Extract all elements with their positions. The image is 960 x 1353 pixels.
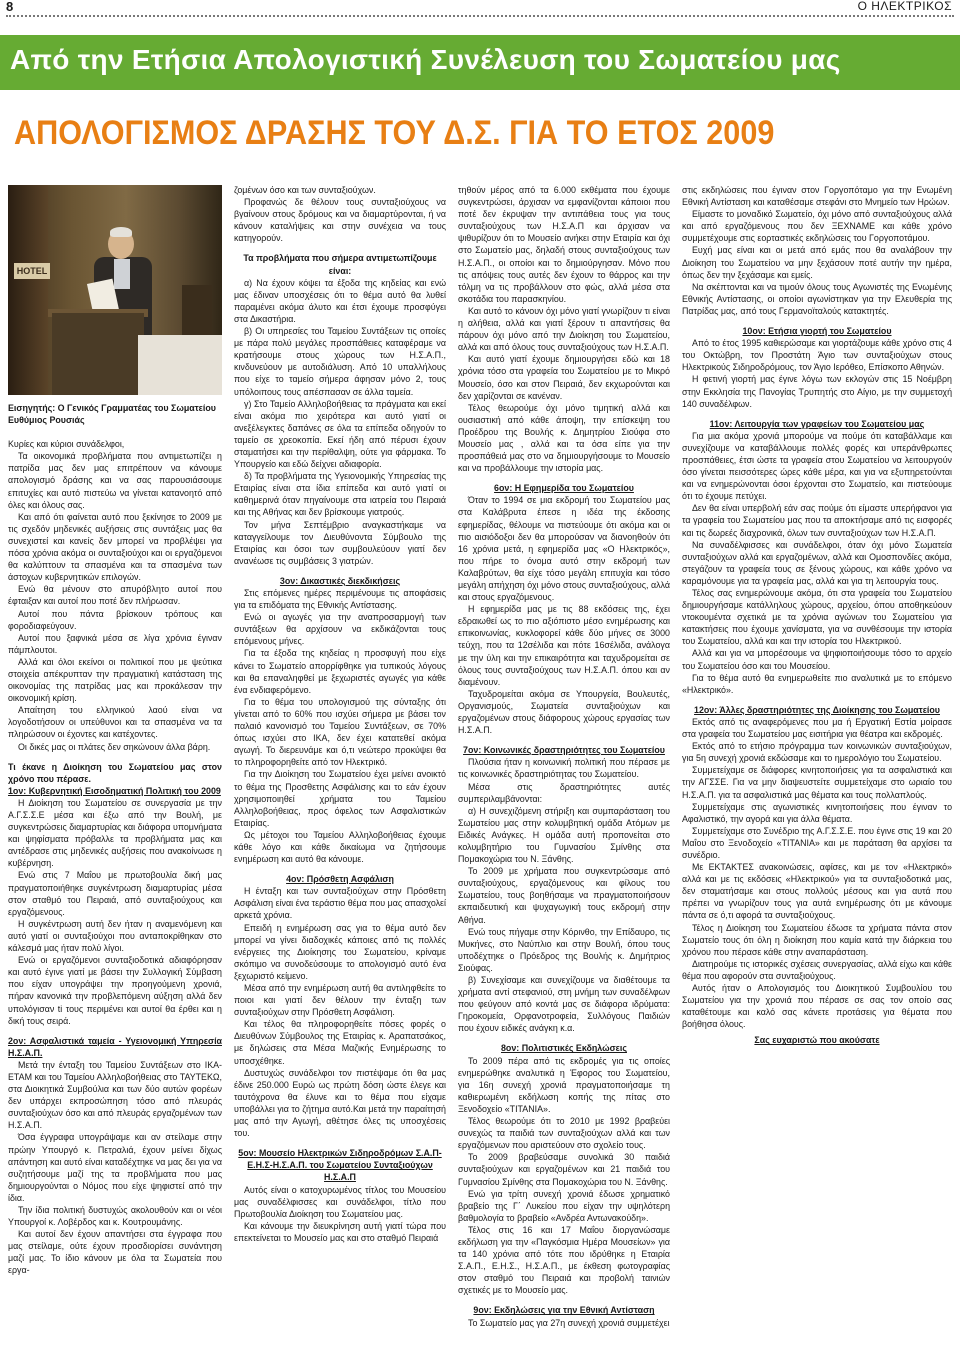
paragraph: Ενώ οι αγωγές για την αναπροσαρμογή των συντάξεων θα αρχίσουν να εκδικάζονται τους επόμενους μήνες. (234, 612, 446, 647)
paragraph: Ταχυδρομείται ακόμα σε Υπουργεία, Βουλευτές, Οργανισμούς, Σωματεία συνταξιούχων και εργαζομένων στους διάφορους χώρους εργασίας των Η.Σ.Α.Π. (458, 688, 670, 736)
paragraph: Αλλά και όλοι εκείνοι οι πολιτικοί που με ψεύτικα στοιχεία απέκρυπταν την πραγματική κατάσταση της οικονομίας της πατρίδας μας και προκάλεσαν την οικονομική κρίση. (8, 656, 222, 704)
photo-speaker-hair (110, 227, 132, 237)
paragraph: β) Συνεχίσαμε και συνεχίζουμε να διαθέτουμε τα χρήματα αντί στεφανιού, στη μνήμη των συναδέλφων που φεύγουν από κοντά μας σε διάφορα ιδρύματα: Γηροκομεία, Ορφανοτροφεία, Συλλόγους Παιδιών που έχουν ειδικές ανάγκη κ.α. (458, 975, 670, 1034)
paragraph: Ευχή μας είναι και οι μετά από εμάς που θα αναλάβουν την Διοίκηση του Σωματείου να μην ξεχάσουν ποτέ αυτήν την ημέρα, όπως δεν την ξεχάσαμε και εμείς. (682, 245, 952, 280)
column-1 (8, 402, 222, 1277)
paragraph: Συμμετείχαμε σε διάφορες κινητοποιήσεις για τα ασφαλιστικά και την ΑΓΣΣΕ. Για να μην διαψευστείτε συμμετείχαμε στο ωριαίο του Η.Σ.Α.Π. για τα ασφαλιστικά μας θέματα και τους πολλαπλούς. (682, 765, 952, 800)
paragraph: Για την Διοίκηση του Σωματείου έχει μείνει ανοικτό το θέμα της Προσθετης Ασφάλισης και το εάν έχουν χρησιμοποιηθεί χρήματα του Ταμείου Αλληλοβοήθειας, προς όφελος των Ασφαλιστικών Εταιρίας. (234, 769, 446, 828)
photo-speaker-shirt (114, 259, 130, 289)
paragraph: Τέλος η Διοίκηση του Σωματείου έδωσε τα χρήματα πάντα στον Σωματείο τους ότι όλη η διοίκηση που καμία κατά την διάρκεια του χρόνου που πέρασε κάθε στην αναπαράσταση. (682, 922, 952, 957)
paragraph: ζομένων όσο και των συνταξιούχων. (234, 185, 376, 195)
paragraph: Όταν το 1994 σε μια εκδρομή του Σωματείου μας στα Καλάβρυτα έπεσε η ιδέα της έκδοσης εφημερίδας, θέλουμε να πιστεύουμε ότι ακόμα και οι πιο αισιόδοξοι δεν θα μπορούσαν να διανοηθούν ότι 16 χρόνια μετά, η εφημερίδα μας «Ο Ηλεκτρικός», που πήρε το όνομα αυτό στην εκδρομή των Καλαβρύτων, θα είχε τόσο μεγάλη επιτυχία και τόσο μεγάλη απήχηση όχι μόνο στους συνταξιούχους, αλλά και στους εργαζόμενους. (458, 495, 670, 603)
paragraph: Η συγκέντρωση αυτή δεν ήταν η αναμενόμενη και αυτό γιατί οι συνταξιούχοι που ανταποκρίθηκαν στο κάλεσμά μας ήταν πολύ λίγοι. (8, 918, 222, 954)
section-heading: 3ον: Δικαστικές διεκδικήσεις (279, 575, 401, 586)
column-2 (234, 184, 446, 1244)
paragraph: Το 2009 με χρήματα που συγκεντρώσαμε από συνταξιούχους, εργαζόμενους και φίλους του Σωματείου, τους βοηθήσαμε να πραγματοποιήσουν εκπαιδευτική και ψυχαγωγική τους εκδρομή στην Αθήνα. (458, 866, 670, 925)
paragraph: Ενώ οι εργαζόμενοι συνταξιοδοτικά αδιαφόρησαν και αυτό έγινε γιατί με βάσει την Συλλογική Σύμβαση που είχαν υπογράψει την προηγούμενη χρονιά, πήραν κανονικά την προβλεπόμενη αύξηση αλλά δεν υπολόγισαν ti τους περιμένει και αυτοί θα έρθει και η δική τους σειρά. (8, 955, 222, 1026)
page-title: Από την Ετήσια Απολογιστική Συνέλευση του Σωματείου μας (10, 44, 841, 75)
paragraph: Η εφημερίδα μας με τις 88 εκδόσεις της, έχει εδραιωθεί ως το πιο αξιόπιστο μέσο ενημέρωσης και επικοινωνίας, κυκλοφορεί κάθε δύο μήνες σε 3000 τεύχη, που τα 12σέλιδα και πότε 16σέλιδα, ανάλογα με την ύλη και την επικαιρότητα και ταχυδρομείται σε όλους τους συνταξιούχους των Η.Σ.Α.Π. όπου και αν διαμένουν. (458, 604, 670, 687)
paragraph: στις εκδηλώσεις που έγιναν στον Γοργοπόταμο για την Ενωμένη Εθνική Αντίσταση και καταθέσαμε στεφάνι στο Μνημείο των Ηρώων. (682, 185, 952, 208)
paragraph: Μετά την ένταξη του Ταμείου Συντάξεων στο ΙΚΑ-ΕΤΑΜ και του Ταμείου Αλληλοβοήθειας στο ΤΑΥΤΕΚΩ, στα Διοικητικά Συμβούλια και των δύο αυτών φορέων δεν υπάρχει εκπροσώπηση τόσο από πλευράς συνταξιούχων όσο και από πλευράς εργαζομένων των Η.Σ.Α.Π. (8, 1059, 222, 1131)
paragraph: Το 2009 πέρα από τις εκδρομές για τις οποίες ενημερώθηκε αναλυτικά η Έφορος του Σωματείου, για 16η συνεχή χρονιά πραγματοποιήσαμε τη καθιερωμένη εκδήλωση κοπής της πίτας στο Ξενοδοχείο «TITANIA». (458, 1055, 670, 1114)
paragraph: Για το θέμα αυτό θα ενημερωθείτε πιο αναλυτικά με το επόμενο «Ηλεκτρικό». (682, 672, 952, 695)
paragraph: Δυστυχώς συνάδελφοι τον πιστέψαμε ότι θα μας έδινε 250.000 Ευρώ ως πρώτη δόση ώστε έλεγε και ταυτόχρονα θα έλυνε και το θέμα που είχαμε υποβάλλει για το ζήτημα αυτό.Και μετά την παραίτησή μας από την Αγωγή, αθέτησε όλες τις υποσχέσεις του. (234, 1067, 446, 1139)
photo-table (138, 335, 222, 395)
paragraph: Συμμετείχαμε στις αγωνιστικές κινητοποιήσεις που έγιναν το Αφαλιστικό, την αγορά και για άλλα θέματα. (682, 801, 952, 824)
paragraph: Εκτός από τις αναφερόμενες που μα ή Εργατική Εστία μοίρασε στα γραφεία του Σωματείου μας εισιτήρια για θέατρα και εκδρομές. (682, 716, 952, 740)
paragraph: Τέλος θεωρούμε ότι το 2010 με 1992 βραβεύει συνεχώς τα παιδιά των συνταξιούχων αλλά και των εργαζόμενων που αριστεύουν στο σχολείο τους. (458, 1116, 670, 1151)
section-heading: Τα προβλήματα που σήμερα αντιμετωπίζουμε είναι: (243, 253, 437, 276)
paragraph: Απαίτηση του ελληνικού λαού είναι να λογοδοτήσουν οι υπεύθυνοι και τα σπασμένα να τα πληρώσουν οι έχοντες και κατέχοντες. (8, 705, 222, 740)
paragraph: Να συναδέλφισσες και συνάδελφοι, όταν όχι μόνο Σωματεία συνταξιούχων αλλά και εργαζομένων, αλλά και Ομοσπονδίες ακόμα, στεγάζουν τα γραφεία τους σε ξένους χώρους, και κάθε χρόνο να καραμόνουμε για τα γραφεία μας, αλλά και για τη λειτουργία τους. (682, 539, 952, 586)
paragraph: Για το θέμα του υπολογισμού της σύνταξης ότι γίνεται από το 60% που ισχύει σήμερα με βάσει τον παλαιό κανονισμό του Ταμείου Συντάξεων, σε 70% όπως ισχύει στο ΙΚΑ, δεν έχει κατατεθεί ακόμα αγωγή. Το διερευνάμε και ό,τι νεώτερο προκύψει θα το πληροφορηθείτε από τον Ηλεκτρικό. (234, 696, 446, 768)
paragraph: Η Διοίκηση του Σωματείου σε συνεργασία με την Α.Γ.Σ.Σ.Ε μέσα και έξω από την Βουλή, με συγκεντρώσεις διαμαρτυρίας και διάφορα υπομνήματα και ψηφίσματα πρόβαλλε τα προβλήματα μας και αντέδρασε στις μηδενικές αυξήσεις που ανακοίνωσε η κυβέρνηση. (8, 797, 223, 869)
paragraph: Ενώ για τρίτη συνεχή χρονιά έδωσε χρηματικό βραβείο της Γ΄ Λυκείου που είχαν την υψηλότερη βαθμολογία το βραβείο «Ανδρέα Αντωνακούδη». (458, 1188, 670, 1223)
speaker-photo (8, 185, 222, 395)
paragraph: Ως μέτοχοι του Ταμείου Αλληλοβοήθειας έχουμε κάθε λόγο και κάθε δικαίωμα να ζητήσουμε ενημέρωση και αυτό θα κάνουμε. (234, 829, 446, 865)
paragraph: Αλλά και για να μπορέσουμε να ψηφιοποιήσουμε τόσο το αρχείο του Σωματείου όσο και του Μουσείου. (682, 648, 952, 671)
paragraph: Την ίδια πολιτική δυστυχώς ακολουθούν και οι νέοι Υπουργοί κ. Λοβέρδος και κ. Κουτρουμάνης. (8, 1205, 222, 1228)
paragraph: Τέλος θεωρούμε όχι μόνο τιμητική αλλά και ουσιαστική από κάθε άποψη, την επίσκεψη του Προέδρου της Βουλής κ. Δημητρίου Σιούφα στο Μουσείο μας , αλλά και τα όσα είπε για την προσπάθειά μας στο να δημιουργήσουμε το Μουσείο και να προβάλλουμε την ιστορία μας. (458, 402, 670, 474)
paragraph: Δεν θα είναι υπερβολή εάν σας πούμε ότι είμαστε υπερήφανοι για τα γραφεία του Σωματείου μας που τα αποκτήσαμε από τις εισφορές και τις δωρεές διαχρονικά, όλων των συνταξιούχων των Η.Σ.Α.Π. (682, 503, 952, 538)
paragraph: Τέλος στις 16 και 17 Μαΐου διοργανώσαμε εκδήλωση για την «Παγκόσμια Ημέρα Μουσείων» για τα 140 χρόνια από τότε που ιδρύθηκε η Εταιρία Σ.Α.Π., Ε.Η.Σ., Η.Σ.Α.Π., με έκθεση φωτογραφίας στον σταθμό του Πειραιά και προβολή ταινιών σχετικές με το Μουσείο μας. (458, 1224, 670, 1296)
paragraph: Ενώ στις 7 Μαΐου με πρωτοβουλία δική μας πραγματοποιήθηκε συγκέντρωση διαμαρτυρίας μέσα στον σταθμό του Πειραιά, από συνταξιούχους και εργαζόμενους. (8, 870, 222, 917)
paragraph: Τα οικονομικά προβλήματα που αντιμετωπίζει η πατρίδα μας δεν μας επιτρέπουν να κάνουμε απολογισμό δράσης και να σας παρουσιάσουμε επιτυχίες και αυτό πιστεύω να γίνεται κατανοητό από όλες και όλους σας. (8, 451, 222, 510)
paragraph: Αυτός είναι ο κατοχυρωμένος τίτλος του Μουσείου μας συναδέλφισσες και συνάδελφοι, τίτλο που Πρωτοβουλία Διοίκηση του Σωματείου μας. (234, 1184, 446, 1219)
paragraph: Οι δικές μας οι πλάτες δεν σηκώνουν άλλα βάρη. (18, 741, 211, 752)
paragraph: Ενώ θα μένουν στο απυρόβλητο αυτοί που έφταιξαν και αυτοί που ποτέ δεν πλήρωσαν. (8, 584, 222, 607)
paragraph: Και αυτό το κάνουν όχι μόνο γιατί γνωρίζουν τι είναι η αλήθεια, αλλά και γιατί ξέρουν τι απαντήσεις θα πάρουν όχι μόνο από την Διοίκηση του Σωματείου, αλλά και από όλους τους συνταξιούχους των Η.Σ.Α.Π. (458, 305, 670, 353)
section-heading: 5ον: Μουσείο Ηλεκτρικών Σιδηροδρόμων Σ.Α.Π-Ε.Η.Σ-Η.Σ.Α.Π. του Σωματείου Συνταξιούχων Η.Σ.Α.Π (238, 1148, 442, 1183)
paragraph: Και κάνουμε την διευκρίνηση αυτή γιατί τώρα που επεκτείνεται το Μουσείο μας και στο σταθμό Πειραιά (234, 1220, 446, 1243)
header-divider (6, 15, 954, 17)
paragraph: Να σκέπτονται και να τιμούν όλους τους Αγωνιστές της Ενωμένης Εθνικής Αντίστασης, οι οποίοι αγωνίστηκαν για την Ελευθερία της Πατρίδας μας, από τους Γερμανοϊταλούς κατακτητές. (682, 281, 952, 316)
photo-caption: Εισηγητής: Ο Γενικός Γραμματέας του Σωματείου (8, 403, 216, 413)
paragraph: Είμαστε το μοναδικό Σωματείο, όχι μόνο από συνταξιούχους αλλά και από εργαζόμενους που δεν ΞΕΧΝΑΜΕ και κάθε χρόνο συμμετέχουμε στις εορταστικές εκδηλώσεις του Γοργοποτάμου. (682, 209, 952, 244)
section-heading: Τι έκανε η Διοίκηση του Σωματείου μας στον χρόνο που πέρασε. (8, 761, 222, 784)
paragraph: α) Να έχουν κόψει τα έξοδα της κηδείας και ενώ μας έδιναν υποσχέσεις ότι το θέμα αυτό θα λυθεί παραμένει ακόμα άλυτο και έτσι έχουμε προσφύγει στα Δικαστήρια. (234, 277, 446, 324)
section-heading: 9ον: Εκδηλώσεις για την Εθνική Αντίσταση (473, 1305, 655, 1316)
section-heading: 11ον: Λειτουργία των γραφείων του Σωματείου μας (709, 418, 925, 429)
paragraph: Συμμετείχαμε στο Συνέδριο της Α.Γ.Σ.Σ.Ε. που έγινε στις 19 και 20 Μαΐου στο Ξενοδοχείο «TITANIA» και με παράταση θα αρχίσει τα συνέδριο. (682, 825, 952, 860)
paragraph: Και αυτοί δεν έχουν απαντήσει στα έγγραφα που μας στείλαμε, ούτε έχουν προσδιορίσει συνάντηση μαζί μας. Το ίδιο κάνουν με όλα τα Σωματεία που εργα- (8, 1229, 222, 1276)
paragraph: Εκτός από το ετήσιο πρόγραμμα των κοινωνικών συνταξιούχων, για 5η συνεχή χρονιά εκδώσαμε και το ημερολόγιο του Σωματείου. (682, 741, 952, 764)
paragraph: Αυτός ήταν ο Απολογισμός του Διοικητικού Συμβουλίου του Σωματείου για την χρονιά που πέρασε σε σας τον οποίο σας καταθέτουμε και καλό σας κάνετε προτάσεις για θέματα που βοήθησα όλους. (682, 983, 952, 1030)
photo-curtain (8, 185, 48, 395)
paragraph: τηθούν μέρος από τα 6.000 εκθέματα που έχουμε συγκεντρώσει, άρχισαν να εμφανίζονται κάποιοι που ποτέ δεν έκρυψαν την αντιπάθεια τους για τους συνταξιούχους των Η.Σ.Α.Π και άρχισαν να ψιθυρίζουν ότι το Μουσείο ανήκει στην Εταιρία και όχι στο Σωματείο μας, δηλαδή στους συνταξιούχους των Η.Σ.Α.Π., οι οποίοι και το δημιούργησαν. Μόνο που τις απόψεις τους αυτές δεν έχουν το θάρρος και την τόλμη να τις προβάλλουν στο φώς, αλλά μέσα στα σκοτάδια του παρασκηνίου. (458, 185, 670, 304)
paragraph: Η φετινή γιορτή μας έγινε λόγω των εκλογών στις 15 Νοέμβρη στην Εκκλησία της Πανογίας Τρυπητής στο Αίγιο, με την συμμετοχή 140 συναδέλφων. (682, 374, 952, 409)
paragraph: Η ένταξη και των συνταξιούχων στην Πρόσθετη Ασφάλιση είναι ένα τεράστιο θέμα που μας απασχολεί αρκετά χρόνια. (234, 886, 446, 921)
paragraph: Αυτοί που πάντα βρίσκουν τρόπους και φοροδιαφεύγουν. (8, 608, 222, 631)
paragraph: Πλούσια ήταν η κοινωνική πολιτική που πέρασε με τις κοινωνικές δραστηριότητας του Σωματείου. (458, 757, 670, 780)
paragraph: Τέλος σας ενημερώνουμε ακόμα, ότι στα γραφεία του Σωματείου δημιουργήσαμε κατάλληλους χώρους, αρχείου, όπου αποθηκεύουν ντοκουμέντα σχετικά με τα χρόνια αγώνων του Σωματείου για κατακτήσεις που έχουμε χανίσματα, για να συνθέσουμε την ιστορία του Σωματείου, αλλά και και την ιστορία του Ηλεκτρικού. (682, 588, 952, 647)
section-heading: 8ον: Πολιτιστικές Εκδηλώσεις (501, 1043, 627, 1054)
paragraph: Ενώ τους πήγαμε στην Κόρινθο, την Επίδαυρο, τις Μυκήνες, στο Ναύπλιο και στην Βουλή, όπου τους υποδέχτηκε ο Πρόεδρος της Βουλής κ. Δημήτριος Σιούφας. (458, 926, 670, 973)
page-number: 8 (6, 0, 14, 14)
paragraph: Κυρίες και κύριοι συνάδελφοι, (8, 439, 125, 450)
paragraph: Διατηρούμε τις ιστορικές σχέσεις συνεργασίας, αλλά είχω και κάθε θέμα που αφορούν στα συνταξιούχους. (682, 958, 952, 981)
paragraph: β) Οι υπηρεσίες του Ταμείου Συντάξεων τις οποίες με πάρα πολύ μεγάλες προσπάθειες καταφέραμε να κρατήσουμε στους χώρους των Η.Σ.Α.Π., κινδυνεύουν με αυτοδιάλυση. Από 10 υπαλλήλους που είχε το ταμείο σήμερα άφησαν μόνο 2, τους υπόλοιπους τους απέσπασαν σε άλλα ταμεία. (234, 326, 446, 397)
paragraph: Όσα έγγραφα υπογράψαμε και αν στείλαμε στην πρώην Υπουργό κ. Πετραλιά, έχουν μείνει δίχως απάντηση και αυτό είναι καταδέχτηκε να μας δει για να συζητήσουμε μαζί της τα προβλήματα που μας δημιουργούνται ο Νόμος που είχε ψηφιστεί από την ίδια. (8, 1132, 222, 1203)
paragraph: Μέσα από την ενημέρωση αυτή θα αντιληφθείτε το ποιοι και γιατί δεν θέλουν την ένταξη των συνταξιούχων στην Πρόσθετη Ασφάλιση. (234, 983, 446, 1018)
section-heading: 7ον: Κοινωνικές δραστηριότητες του Σωματείου (463, 745, 665, 756)
section-heading: 2ον: Ασφαλιστικά ταμεία - Υγειονομική Υπηρεσία Η.Σ.Α.Π. (8, 1035, 222, 1058)
paragraph: Μέσα στις δραστηριότητες αυτές συμπεριλαμβάνονται: (458, 781, 670, 804)
paragraph: Για τα έξοδα της κηδείας η προσφυγή που είχε κάνει το Σωματείο απορρίφθηκε για τυπικούς λόγους και θα επαναληφθεί με ξεχωριστές αγωγές για κάθε ένα ενδιαφερόμενο. (234, 648, 446, 695)
column-4 (682, 184, 952, 1046)
paragraph: Και τέλος θα πληροφορηθείτε πόσες φορές ο Διευθύνων Σύμβουλος της Εταιρίας κ. Αραπατσάκος, με δηλώσεις στα Μέσα Μαζικής Ενημέρωσης το υποσχέθηκε. (234, 1019, 446, 1066)
photo-caption-name: Ευθύμιος Ρουσιάς (8, 415, 85, 426)
paragraph: Αυτοί που ξαφνικά μέσα σε λίγα χρόνια έγιναν πάμπλουτοι. (8, 632, 222, 655)
paragraph: Για μια ακόμα χρονιά μπορούμε να πούμε ότι καταβάλλαμε και συνεχίζουμε να καταβάλλουμε πολλές φορές και υπεράνθρωπες προσπάθειες, έτσι ώστε τα γραφεία στου Σωματείου να λειτουργούν όσο γίνεται πεισσότερες ώρες κάθε μέρα, και για να εξυπηρετούνται και να ενημερώνονται όσοι έρχονται στο Σωματείο, και πιστεύουμε ότι το έχουμε πετύχει. (682, 430, 952, 502)
section-heading: 6ον: Η Εφημερίδα του Σωματείου (494, 483, 634, 494)
closing-line: Σας ευχαριστώ που ακούσατε (754, 1035, 880, 1046)
section-heading: 12ον: Άλλες δραστηριότητες της Διοίκησης του Σωματείου (694, 704, 940, 715)
paragraph: Και αυτό γιατί έχουμε δημιουργήσει εδώ και 18 χρόνια τόσο στα γραφεία του Σωματείου με το Μικρό Μουσείο, όσο και στον Πειραιά, δεν εκχωρούνται και δεν χαρίζονται σε κανέναν. (458, 354, 670, 401)
paragraph: Επειδή η ενημέρωση σας για το θέμα αυτό δεν μπορεί να γίνει διαδοχικές κάποιες από τις πολλές ενέργειες της Διοίκησης του Σωματείου, κρίναμε σκόπιμο να συνοδεύσουμε το απολογισμό αυτό ένα ξεχωριστό κείμενο. (234, 922, 446, 981)
paragraph: Με ΕΚΤΑΚΤΕΣ ανακοινώσεις, αφίσες, και με τον «Ηλεκτρικό» αλλά και με τις εκδόσεις «Ηλεκτρικού» για τα συνταξιοδοτικά μας, δεν σταματήσαμε και στους πολλούς μέσους και για αυτά που πρέπει να γνωρίζουν τους για αυτά ενημέρωσης ότι με κάνουμε πάντα σε ό,τι αφορά τα συνταξιούχους. (682, 862, 952, 921)
section-heading: 4ον: Πρόσθετη Ασφάλιση (286, 874, 394, 885)
article-heading: ΑΠΟΛΟΓΙΣΜΟΣ ΔΡΑΣΗΣ ΤΟΥ Δ.Σ. ΓΙΑ ΤΟ ΕΤΟΣ 2009 (14, 114, 775, 152)
paragraph: Προφανώς δε θέλουν τους συνταξιούχους να βγαίνουν στους δρόμους και να διαμαρτύρονται, ή να κάνουν καταλήψεις και στην συνέχεια να τους κατηγορούν. (234, 197, 446, 244)
paragraph: Το 2009 βραβεύσαμε συνολικά 30 παιδιά συνταξιούχων και εργαζομένων και 21 παιδιά του Γυμνασίου Σμίνθης στα Πομακοχώρια του Ν. Ξάνθης. (458, 1152, 670, 1187)
paragraph: Το Σωματείο μας για 27η συνεχή χρονιά συμμετέχει (468, 1317, 670, 1328)
paragraph: Στις επόμενες ημέρες περιμένουμε τις αποφάσεις για τα επιδόματα της Εθνικής Αντίστασης. (234, 588, 446, 611)
column-3 (458, 184, 670, 1329)
photo-hotel-sign: HOTEL (14, 263, 50, 279)
paragraph: Τον μήνα Σεπτέμβριο αναγκαστήκαμε να καταγγείλουμε τον Διευθύνοντα Σύμβουλο της Εταιρίας και όσοι των συμβουλεύουν γιατί δεν ανανέωσε τις συμβάσεις 3 γιατρών. (234, 519, 446, 566)
photo-podium (52, 313, 144, 395)
section-heading: 10ον: Ετήσια γιορτή του Σωματείου (742, 326, 892, 337)
paragraph: Από το έτος 1995 καθιερώσαμε και γιορτάζουμε κάθε χρόνο στις 4 του Οκτώβρη, τον Προστάτη Άγιο των συνταξιούχων στους Ηλεκτρικούς Σιδηροδρόμους, τον Άγιο Ιερόθεο, Επίσκοπο Αθηνών. (682, 338, 952, 373)
paragraph: γ) Στο Ταμείο Αλληλοβοήθειας τα πράγματα και εκεί είναι ακόμα πιο χειρότερα και αυτό γιατί οι ανεξέλεγκτες δαπάνες σε όλα τα επίπεδα οδηγούν το ταμείο σε χρεοκοπία. Εκεί ήδη από πέρυσι έχουν σταματήσει και την περίθαλψη, ούτε για φάρμακα. Το Υπουργείο και εδώ δείχνει αδιαφορία. (234, 398, 446, 470)
paragraph: δ) Τα προβλήματα της Υγειονομικής Υπηρεσίας της Εταιρίας είναι στα ίδια επίπεδα και αυτό γιατί οι καθημερινά όταν πηγαίνουμε στα ιατρεία του Πειραιά και της Αθήνας και δεν βρίσκουμε γιατρούς. (234, 471, 446, 518)
paragraph: α) Η συνεχιζόμενη στήριξη και συμπαράσταση του Σωματείου μας στην κολυμβητική ομάδα Ατόμων με Ειδικές Ανάγκες. Η ομάδα αυτή προπονείται στο κολυμβητήριο του Γυμνασίου Σμίνθης στα Πομακοχώρια του Ν. Ξάνθης. (458, 805, 670, 865)
publication-name: Ο ΗΛΕΚΤΡΙΚΟΣ (857, 0, 952, 13)
paragraph: Και από ότι φαίνεται αυτό που ξεκίνησε το 2009 με τις σχεδόν μηδενικές αυξήσεις στις συντάξεις μας θα συνεχιστεί και κανείς δεν μπορεί να προβλέψει για πόσα χρόνια ακόμα οι συνταξιούχοι και οι εργαζόμενοι θα καλύπτουν τα σπασμένα και τα σπασμένα των άστοχων κυβερνητικών επιλογών. (8, 511, 222, 583)
section-heading: 1ον: Κυβερνητική Εισοδηματική Πολιτική του 2009 (8, 785, 221, 796)
